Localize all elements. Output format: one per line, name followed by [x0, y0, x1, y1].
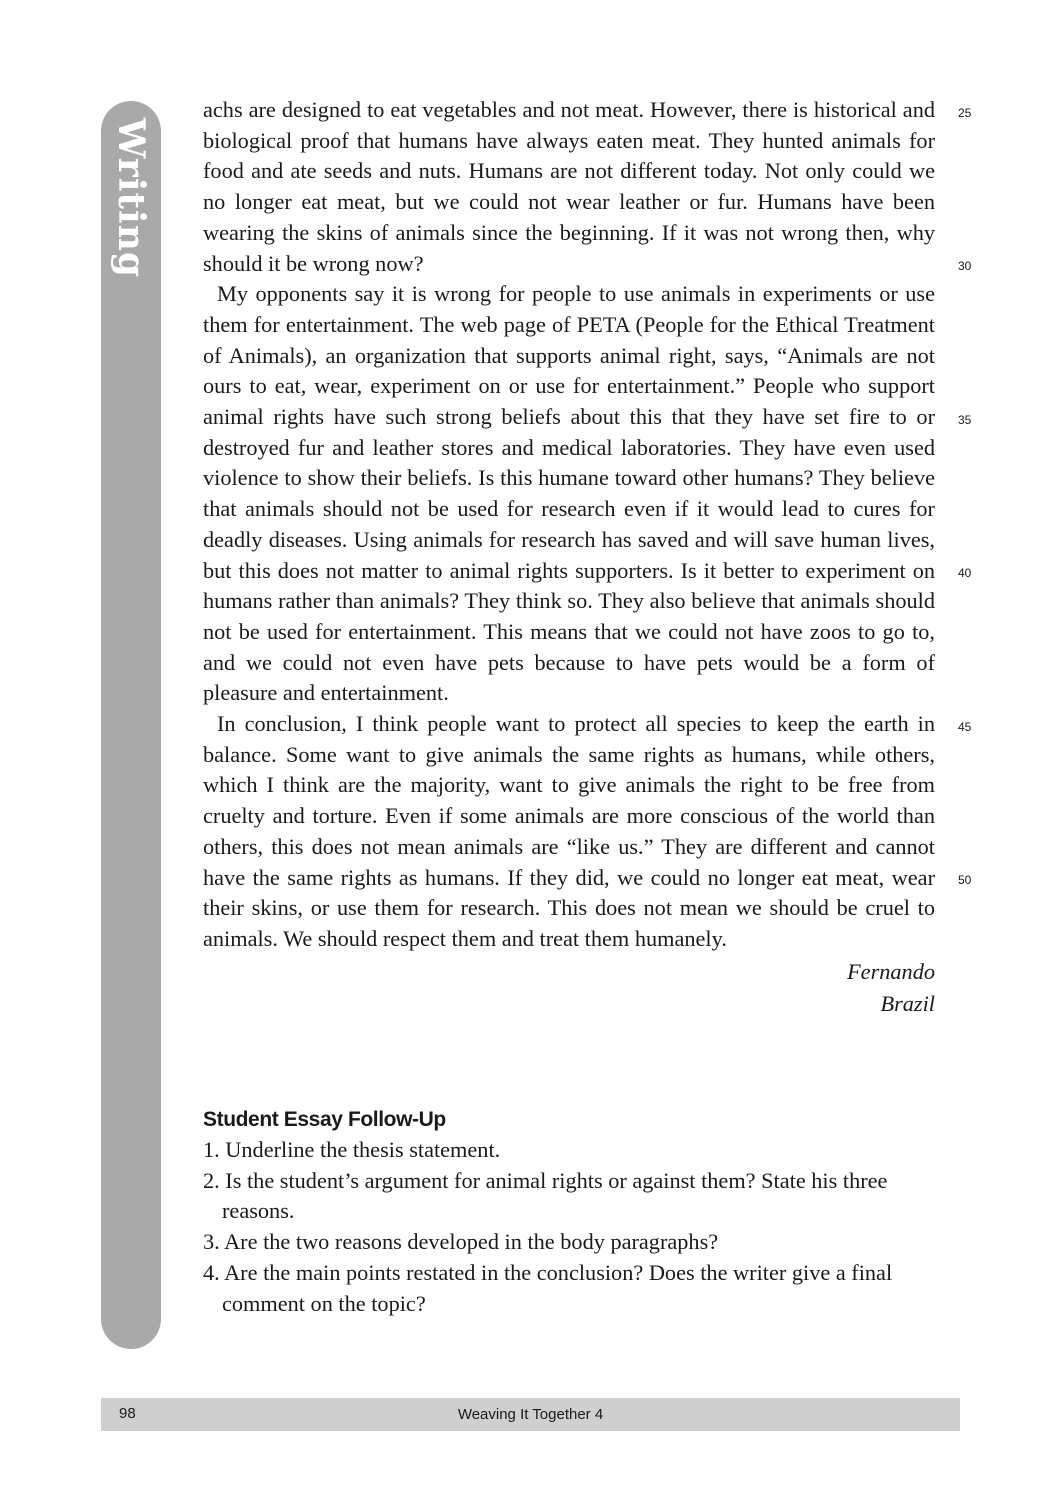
followup-heading: Student Essay Follow-Up — [203, 1108, 446, 1131]
essay-paragraph: My opponents say it is wrong for people to use animals in experiments or use them for entertainment. The web page of PETA (People for the Ethical Treatment of Animals), an organization that supports animal right, says, “Animals are not ours to eat, wear, experiment on or use for entertainment.” People who support animal rights have such strong beliefs about this that they have set fire to or destroyed fur and leather stores and medical laboratories. They have even used violence to show their beliefs. Is this humane toward other humans? They believe that animals should not be used for research even if it would lead to cures for deadly diseases. Using animals for research has saved and will save human lives, but this does not matter to animal rights supporters. Is it better to experiment on humans rather than animals? They think so. They also believe that animals should not be used for entertainment. This means that we could not have zoos to go to, and we could not even have pets because to have pets would be a form of pleasure and entertainment. — [203, 281, 935, 706]
page-footer — [101, 1398, 960, 1431]
line-number: 40 — [958, 566, 972, 580]
book-title: Weaving It Together 4 — [457, 1406, 604, 1423]
line-number: 50 — [958, 873, 972, 887]
essay-body — [203, 95, 935, 1020]
section-label: Writing — [110, 117, 152, 279]
followup-item: 2. Is the student’s argument for animal rights or against them? State his three reasons. — [203, 1167, 888, 1224]
followup-list — [203, 1135, 943, 1319]
essay-paragraph: achs are designed to eat vegetables and not meat. However, there is historical and biological proof that humans have always eaten meat. They hunted animals for food and ate seeds and nuts. Humans are not different today. Not only could we no longer eat meat, but we could not wear leather or fur. Humans have been wearing the skins of animals since the beginning. If it was not wrong then, why should it be wrong now? — [203, 97, 935, 276]
line-number: 45 — [958, 720, 972, 734]
essay-paragraph: In conclusion, I think people want to protect all species to keep the earth in balance. Some want to give animals the same rights as humans, while others, which I think are the majority, want to give animals the right to be free from cruelty and torture. Even if some animals are more conscious of the world than others, this does not mean animals are “like us.” They are different and cannot have the same rights as humans. If they did, we could no longer eat meat, wear their skins, or use them for research. This does not mean we should be cruel to animals. We should respect them and treat them humanely. — [203, 711, 935, 951]
followup-section — [203, 1105, 943, 1319]
page-number: 98 — [119, 1405, 136, 1422]
line-number: 25 — [958, 106, 972, 120]
followup-item: 1. Underline the thesis statement. — [203, 1137, 501, 1162]
section-side-tab — [101, 101, 161, 1349]
author-country: Brazil — [880, 991, 935, 1017]
line-number: 30 — [958, 259, 972, 273]
line-number: 35 — [958, 413, 972, 427]
author-name: Fernando — [847, 958, 935, 984]
followup-item: 3. Are the two reasons developed in the body paragraphs? — [203, 1229, 719, 1255]
followup-item: 4. Are the main points restated in the conclusion? Does the writer give a final comment on the topic? — [203, 1259, 893, 1316]
